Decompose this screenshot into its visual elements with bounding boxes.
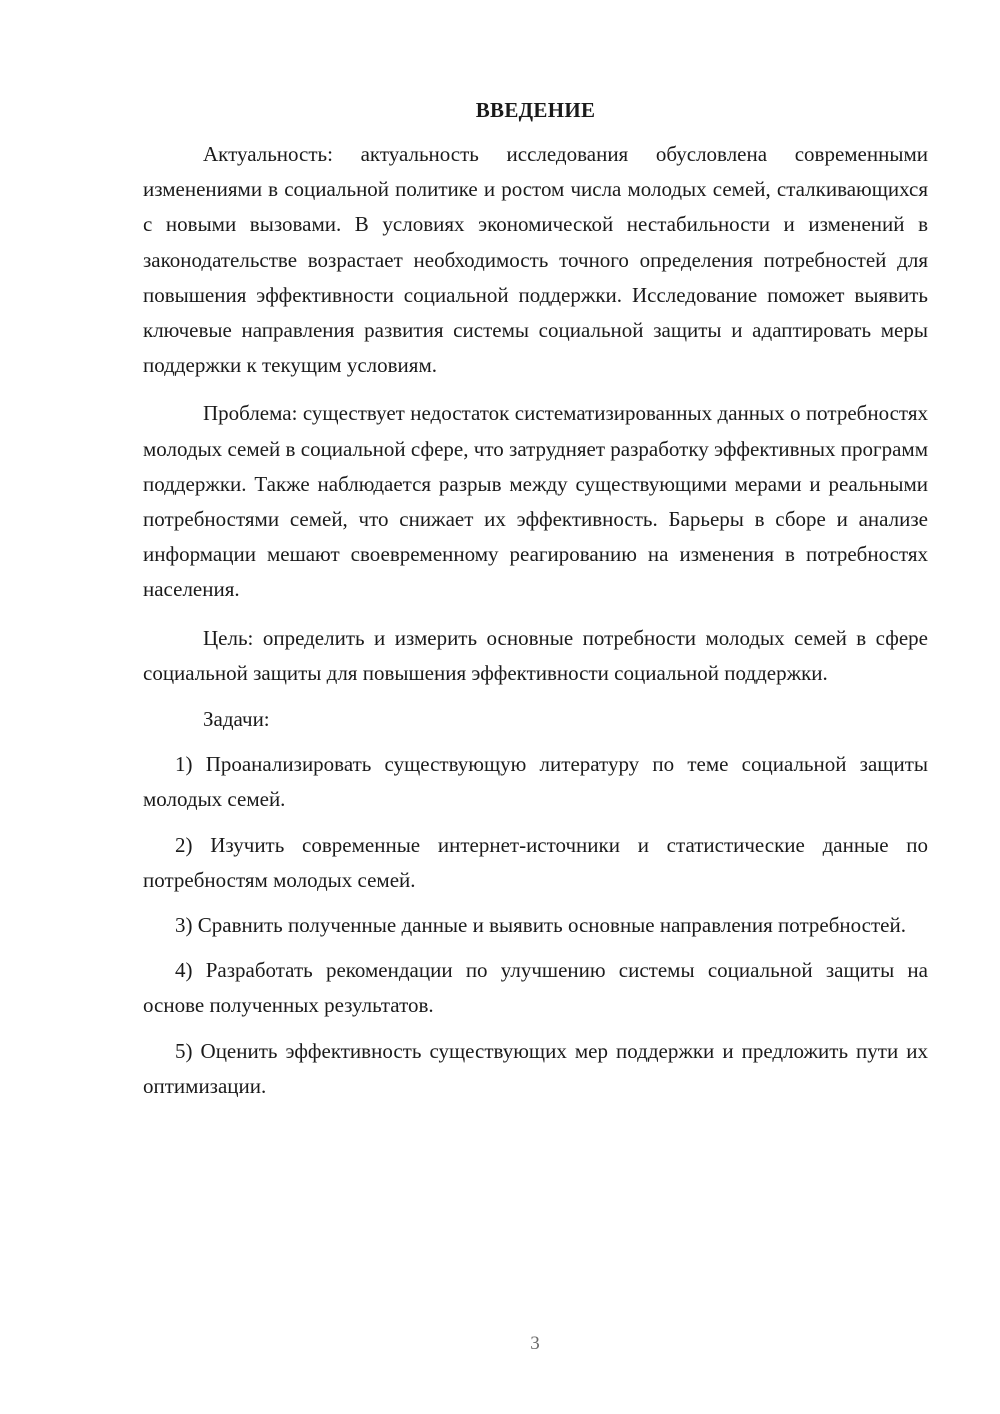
relevance-paragraph: Актуальность: актуальность исследования обусловлена современными изменениями в социальной политике и ростом числа молодых семей, сталкивающихся с новыми вызовами. В условиях экономической нестабильности и изменений в законодательстве возрастает необходимость точного определения потребностей для повышения эффективности социальной поддержки. Исследование поможет выявить ключевые направления развития системы социальной защиты и адаптировать меры поддержки к текущим условиям. (143, 142, 928, 378)
task-item-4: 4) Разработать рекомендации по улучшению системы социальной защиты на основе полученных результатов. (143, 958, 928, 1018)
page-number: 3 (530, 1333, 540, 1354)
goal-paragraph: Цель: определить и измерить основные потребности молодых семей в сфере социальной защиты для повышения эффективности социальной поддержки. (143, 625, 928, 685)
section-heading: ВВЕДЕНИЕ (475, 98, 596, 122)
problem-paragraph: Проблема: существует недостаток систематизированных данных о потребностях молодых семей в социальной сфере, что затрудняет разработку эффективных программ поддержки. Также наблюдается разрыв между существующими мерами и реальными потребностями семей, что снижает их эффективность. Барьеры в сборе и анализе информации мешают своевременному реагированию на изменения в потребностях населения. (143, 401, 928, 602)
page-content (143, 95, 928, 1104)
task-item-3: 3) Сравнить полученные данные и выявить основные направления потребностей. (175, 913, 906, 938)
task-item-5: 5) Оценить эффективность существующих мер поддержки и предложить пути их оптимизации. (143, 1038, 928, 1098)
task-list (143, 747, 928, 1104)
task-item-1: 1) Проанализировать существующую литературу по теме социальной защиты молодых семей. (143, 752, 928, 812)
tasks-heading: Задачи: (203, 707, 270, 732)
task-item-2: 2) Изучить современные интернет-источники и статистические данные по потребностям молодых семей. (143, 832, 928, 892)
